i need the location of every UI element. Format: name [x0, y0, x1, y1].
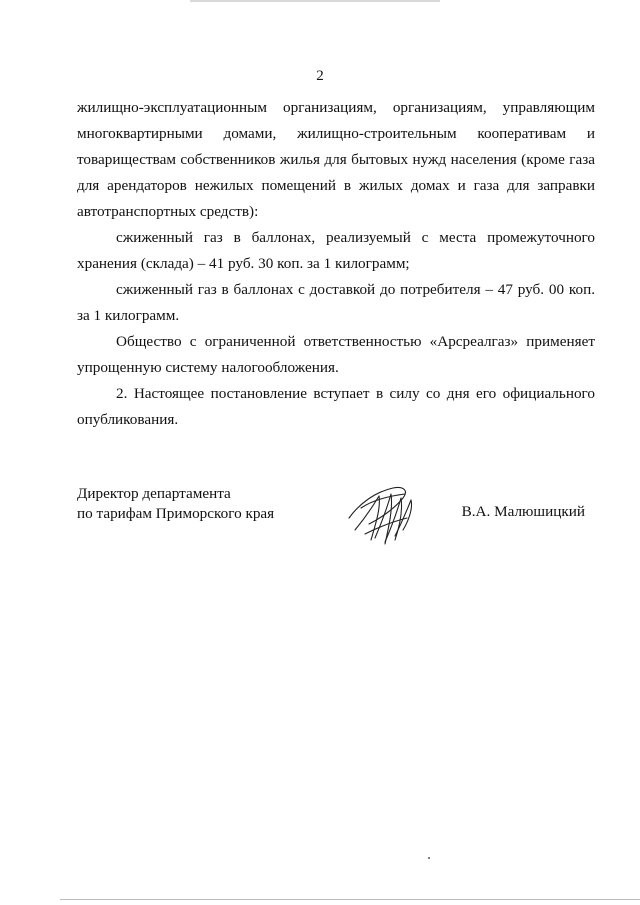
scan-speck: [428, 857, 430, 859]
paragraph-price-warehouse: сжиженный газ в баллонах, реализуемый с места промежуточного хранения (склада) – 41 руб. 30 коп. за 1 килограмм;: [77, 229, 595, 272]
signatory-title: [77, 484, 274, 524]
scan-edge-bottom: [60, 899, 640, 900]
paragraph-effective-date: 2. Настоящее постановление вступает в силу со дня его официального опубликования.: [77, 385, 595, 428]
signatory-title-line2: по тарифам Приморского края: [77, 505, 275, 522]
handwritten-signature: [345, 478, 421, 550]
signature-block: [77, 484, 595, 564]
paragraph-continuation: жилищно-эксплуатационным организациям, организациям, управляющим многоквартирными домами, жилищно-строительным кооперативам и товариществам собственников жилья для бытовых нужд населения (кроме газа для арендаторов нежилых помещений в жилых домах и газа для заправки автотранспортных средств):: [77, 99, 595, 220]
scan-edge-top: [190, 0, 440, 2]
paragraph-tax-system: Общество с ограниченной ответственностью «Арсреалгаз» применяет упрощенную систему налогообложения.: [77, 333, 595, 376]
page-number: 2: [316, 68, 324, 84]
document-body: [77, 95, 595, 433]
signatory-title-line1: Директор департамента: [77, 485, 231, 502]
signatory-name: В.А. Малюшицкий: [461, 503, 585, 520]
paragraph-price-delivery: сжиженный газ в баллонах с доставкой до потребителя – 47 руб. 00 коп. за 1 килограмм.: [77, 281, 595, 324]
